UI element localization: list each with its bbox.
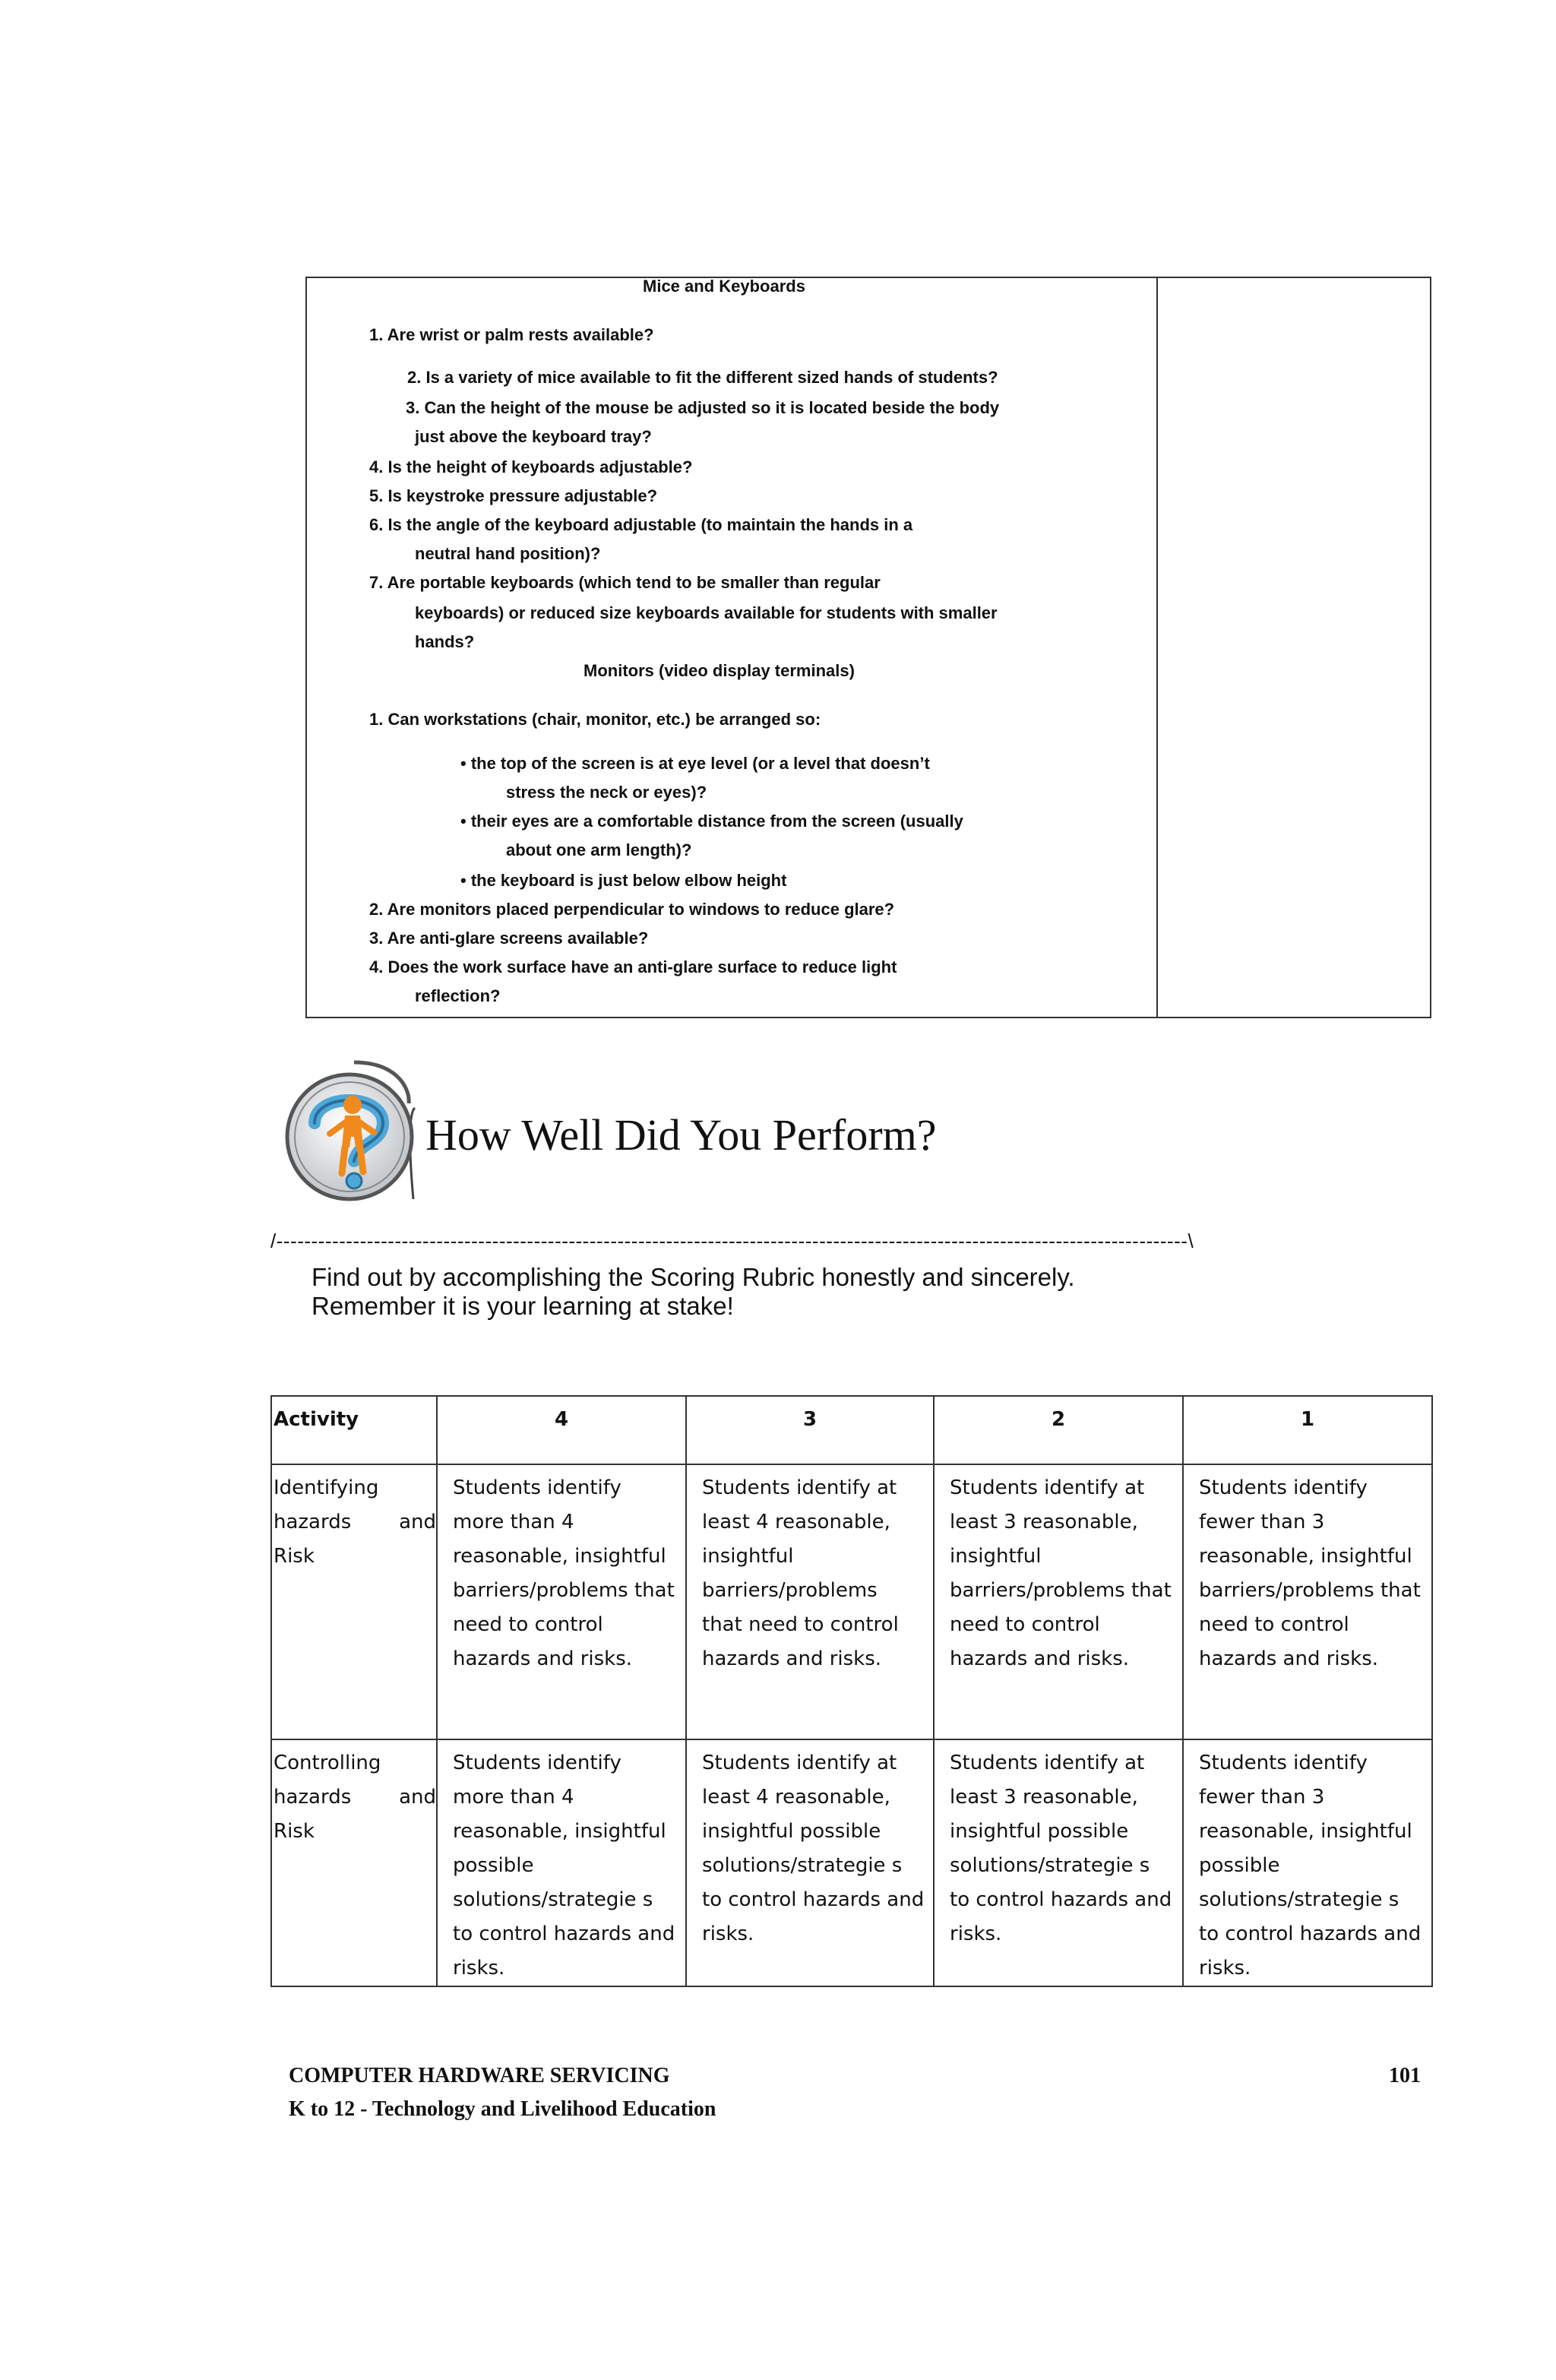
- header-activity: Activity: [271, 1396, 437, 1464]
- table-header-row: [271, 1396, 1432, 1464]
- checklist-item: 1. Are wrist or palm rests available?: [369, 325, 654, 344]
- cell-line: solutions/strategie s: [702, 1854, 903, 1877]
- column-divider: [1156, 278, 1158, 1017]
- checklist-item: 2. Is a variety of mice available to fit the different sized hands of students?: [407, 368, 998, 387]
- cell-line: reasonable, insightful: [453, 1820, 666, 1843]
- footer-course-title: COMPUTER HARDWARE SERVICING: [289, 2064, 670, 2087]
- cell-line: that need to control: [702, 1613, 899, 1636]
- cell-line: hazards and risks.: [950, 1647, 1130, 1670]
- cell-line: hazards and risks.: [1199, 1647, 1379, 1670]
- checklist-item-continued: hands?: [415, 632, 475, 651]
- cell-line: fewer than 3: [1199, 1511, 1325, 1533]
- rubric-cell: [934, 1464, 1183, 1739]
- intro-line: Remember it is your learning at stake!: [312, 1292, 734, 1320]
- table-row: [271, 1739, 1432, 1986]
- checklist-bullet: • the keyboard is just below elbow height: [460, 871, 787, 890]
- checklist-bullet: • their eyes are a comfortable distance from the screen (usually: [460, 812, 963, 831]
- checklist-item: 7. Are portable keyboards (which tend to be smaller than regular: [369, 573, 881, 592]
- cell-line: more than 4: [453, 1511, 574, 1533]
- header-score-2: 2: [934, 1396, 1183, 1464]
- checklist-item: 3. Are anti-glare screens available?: [369, 929, 649, 948]
- cell-line: solutions/strategie s: [950, 1854, 1150, 1877]
- footer-subtitle: K to 12 - Technology and Livelihood Education: [289, 2097, 716, 2121]
- cell-line: insightful: [950, 1545, 1042, 1568]
- cell-line: hazards and risks.: [453, 1647, 633, 1670]
- cell-line: least 3 reasonable,: [950, 1786, 1138, 1809]
- cell-line: to control hazards and: [1199, 1923, 1422, 1945]
- section-title: How Well Did You Perform?: [425, 1110, 937, 1160]
- cell-line: need to control: [1199, 1613, 1349, 1636]
- checklist-item: 1. Can workstations (chair, monitor, etc.) be arranged so:: [369, 710, 821, 729]
- cell-line: Students identify: [453, 1752, 621, 1774]
- cell-line: barriers/problems: [702, 1579, 878, 1602]
- header-score-3: 3: [686, 1396, 934, 1464]
- cell-line: least 3 reasonable,: [950, 1511, 1138, 1533]
- cell-line: least 4 reasonable,: [702, 1511, 890, 1533]
- cell-line: Students identify at: [702, 1752, 897, 1774]
- rubric-cell: [686, 1464, 934, 1739]
- cell-line: Students identify: [1199, 1752, 1368, 1774]
- cell-line: risks.: [950, 1923, 1002, 1945]
- cell-line: Students identify: [453, 1476, 621, 1499]
- cell-line: risks.: [1199, 1957, 1251, 1980]
- activity-cell: [271, 1739, 437, 1986]
- cell-line: Students identify at: [950, 1476, 1145, 1499]
- scoring-rubric-table: [270, 1395, 1433, 1987]
- cell-line: solutions/strategie s: [453, 1888, 653, 1911]
- cell-line: to control hazards and: [453, 1923, 675, 1945]
- rubric-cell: [437, 1464, 686, 1739]
- checklist-item-continued: keyboards) or reduced size keyboards available for students with smaller: [415, 603, 998, 622]
- cell-line: reasonable, insightful: [1199, 1545, 1412, 1568]
- checklist-heading-mice-keyboards: Mice and Keyboards: [643, 277, 805, 296]
- cell-line: insightful possible: [950, 1820, 1129, 1843]
- activity-cell: [271, 1464, 437, 1739]
- checklist-item: 2. Are monitors placed perpendicular to windows to reduce glare?: [369, 900, 895, 919]
- checklist-bullet-continued: stress the neck or eyes)?: [506, 783, 707, 802]
- cell-line: Students identify at: [950, 1752, 1145, 1774]
- cell-line: barriers/problems that: [453, 1579, 675, 1602]
- checklist-item-continued: just above the keyboard tray?: [415, 427, 652, 446]
- cell-line: to control hazards and: [950, 1888, 1172, 1911]
- cell-line: least 4 reasonable,: [702, 1786, 890, 1809]
- checklist-heading-monitors: Monitors (video display terminals): [584, 661, 855, 680]
- cell-line: more than 4: [453, 1786, 574, 1809]
- checklist-item: 3. Can the height of the mouse be adjusted so it is located beside the body: [406, 398, 1000, 417]
- question-mark-figure-icon: [284, 1058, 421, 1207]
- cell-line: solutions/strategie s: [1199, 1888, 1399, 1911]
- cell-line: Students identify at: [702, 1476, 897, 1499]
- checklist-bullet: • the top of the screen is at eye level (or a level that doesn’t: [460, 754, 930, 773]
- activity-line: Risk: [274, 1545, 315, 1568]
- cell-line: reasonable, insightful: [1199, 1820, 1412, 1843]
- cell-line: barriers/problems that: [1199, 1579, 1421, 1602]
- checklist-item-continued: neutral hand position)?: [415, 544, 601, 563]
- table-row: [271, 1464, 1432, 1739]
- cell-line: insightful possible: [702, 1820, 881, 1843]
- cell-line: need to control: [453, 1613, 603, 1636]
- checklist-bullet-continued: about one arm length)?: [506, 840, 692, 859]
- page-number: 101: [1389, 2064, 1421, 2087]
- activity-line: Risk: [274, 1820, 315, 1843]
- cell-line: need to control: [950, 1613, 1100, 1636]
- header-score-4: 4: [437, 1396, 686, 1464]
- rubric-cell: [686, 1739, 934, 1986]
- header-score-1: 1: [1183, 1396, 1432, 1464]
- checklist-item: 4. Is the height of keyboards adjustable?: [369, 457, 693, 476]
- cell-line: barriers/problems that: [950, 1579, 1172, 1602]
- cell-line: possible: [453, 1854, 534, 1877]
- dashed-separator: /-----------------------------------------------------------------------------------------------------------------------------------\: [270, 1230, 1194, 1252]
- intro-line: Find out by accomplishing the Scoring Rubric honestly and sincerely.: [312, 1263, 1075, 1291]
- cell-line: hazards and risks.: [702, 1647, 882, 1670]
- cell-line: to control hazards and: [702, 1888, 925, 1911]
- cell-line: risks.: [702, 1923, 754, 1945]
- rubric-cell: [437, 1739, 686, 1986]
- cell-line: fewer than 3: [1199, 1786, 1325, 1809]
- checklist-item: 6. Is the angle of the keyboard adjustable (to maintain the hands in a: [369, 515, 913, 534]
- activity-line: Controlling: [274, 1752, 381, 1774]
- cell-line: risks.: [453, 1957, 505, 1980]
- checklist-item-continued: reflection?: [415, 986, 501, 1005]
- checklist-item: 5. Is keystroke pressure adjustable?: [369, 486, 658, 505]
- rubric-cell: [1183, 1464, 1432, 1739]
- cell-line: insightful: [702, 1545, 794, 1568]
- checklist-item: 4. Does the work surface have an anti-glare surface to reduce light: [369, 957, 897, 976]
- activity-line: hazards and: [274, 1786, 436, 1809]
- rubric-cell: [934, 1739, 1183, 1986]
- activity-line: hazards and: [274, 1511, 436, 1533]
- cell-line: Students identify: [1199, 1476, 1368, 1499]
- cell-line: reasonable, insightful: [453, 1545, 666, 1568]
- rubric-cell: [1183, 1739, 1432, 1986]
- activity-line: Identifying: [274, 1476, 379, 1499]
- cell-line: possible: [1199, 1854, 1280, 1877]
